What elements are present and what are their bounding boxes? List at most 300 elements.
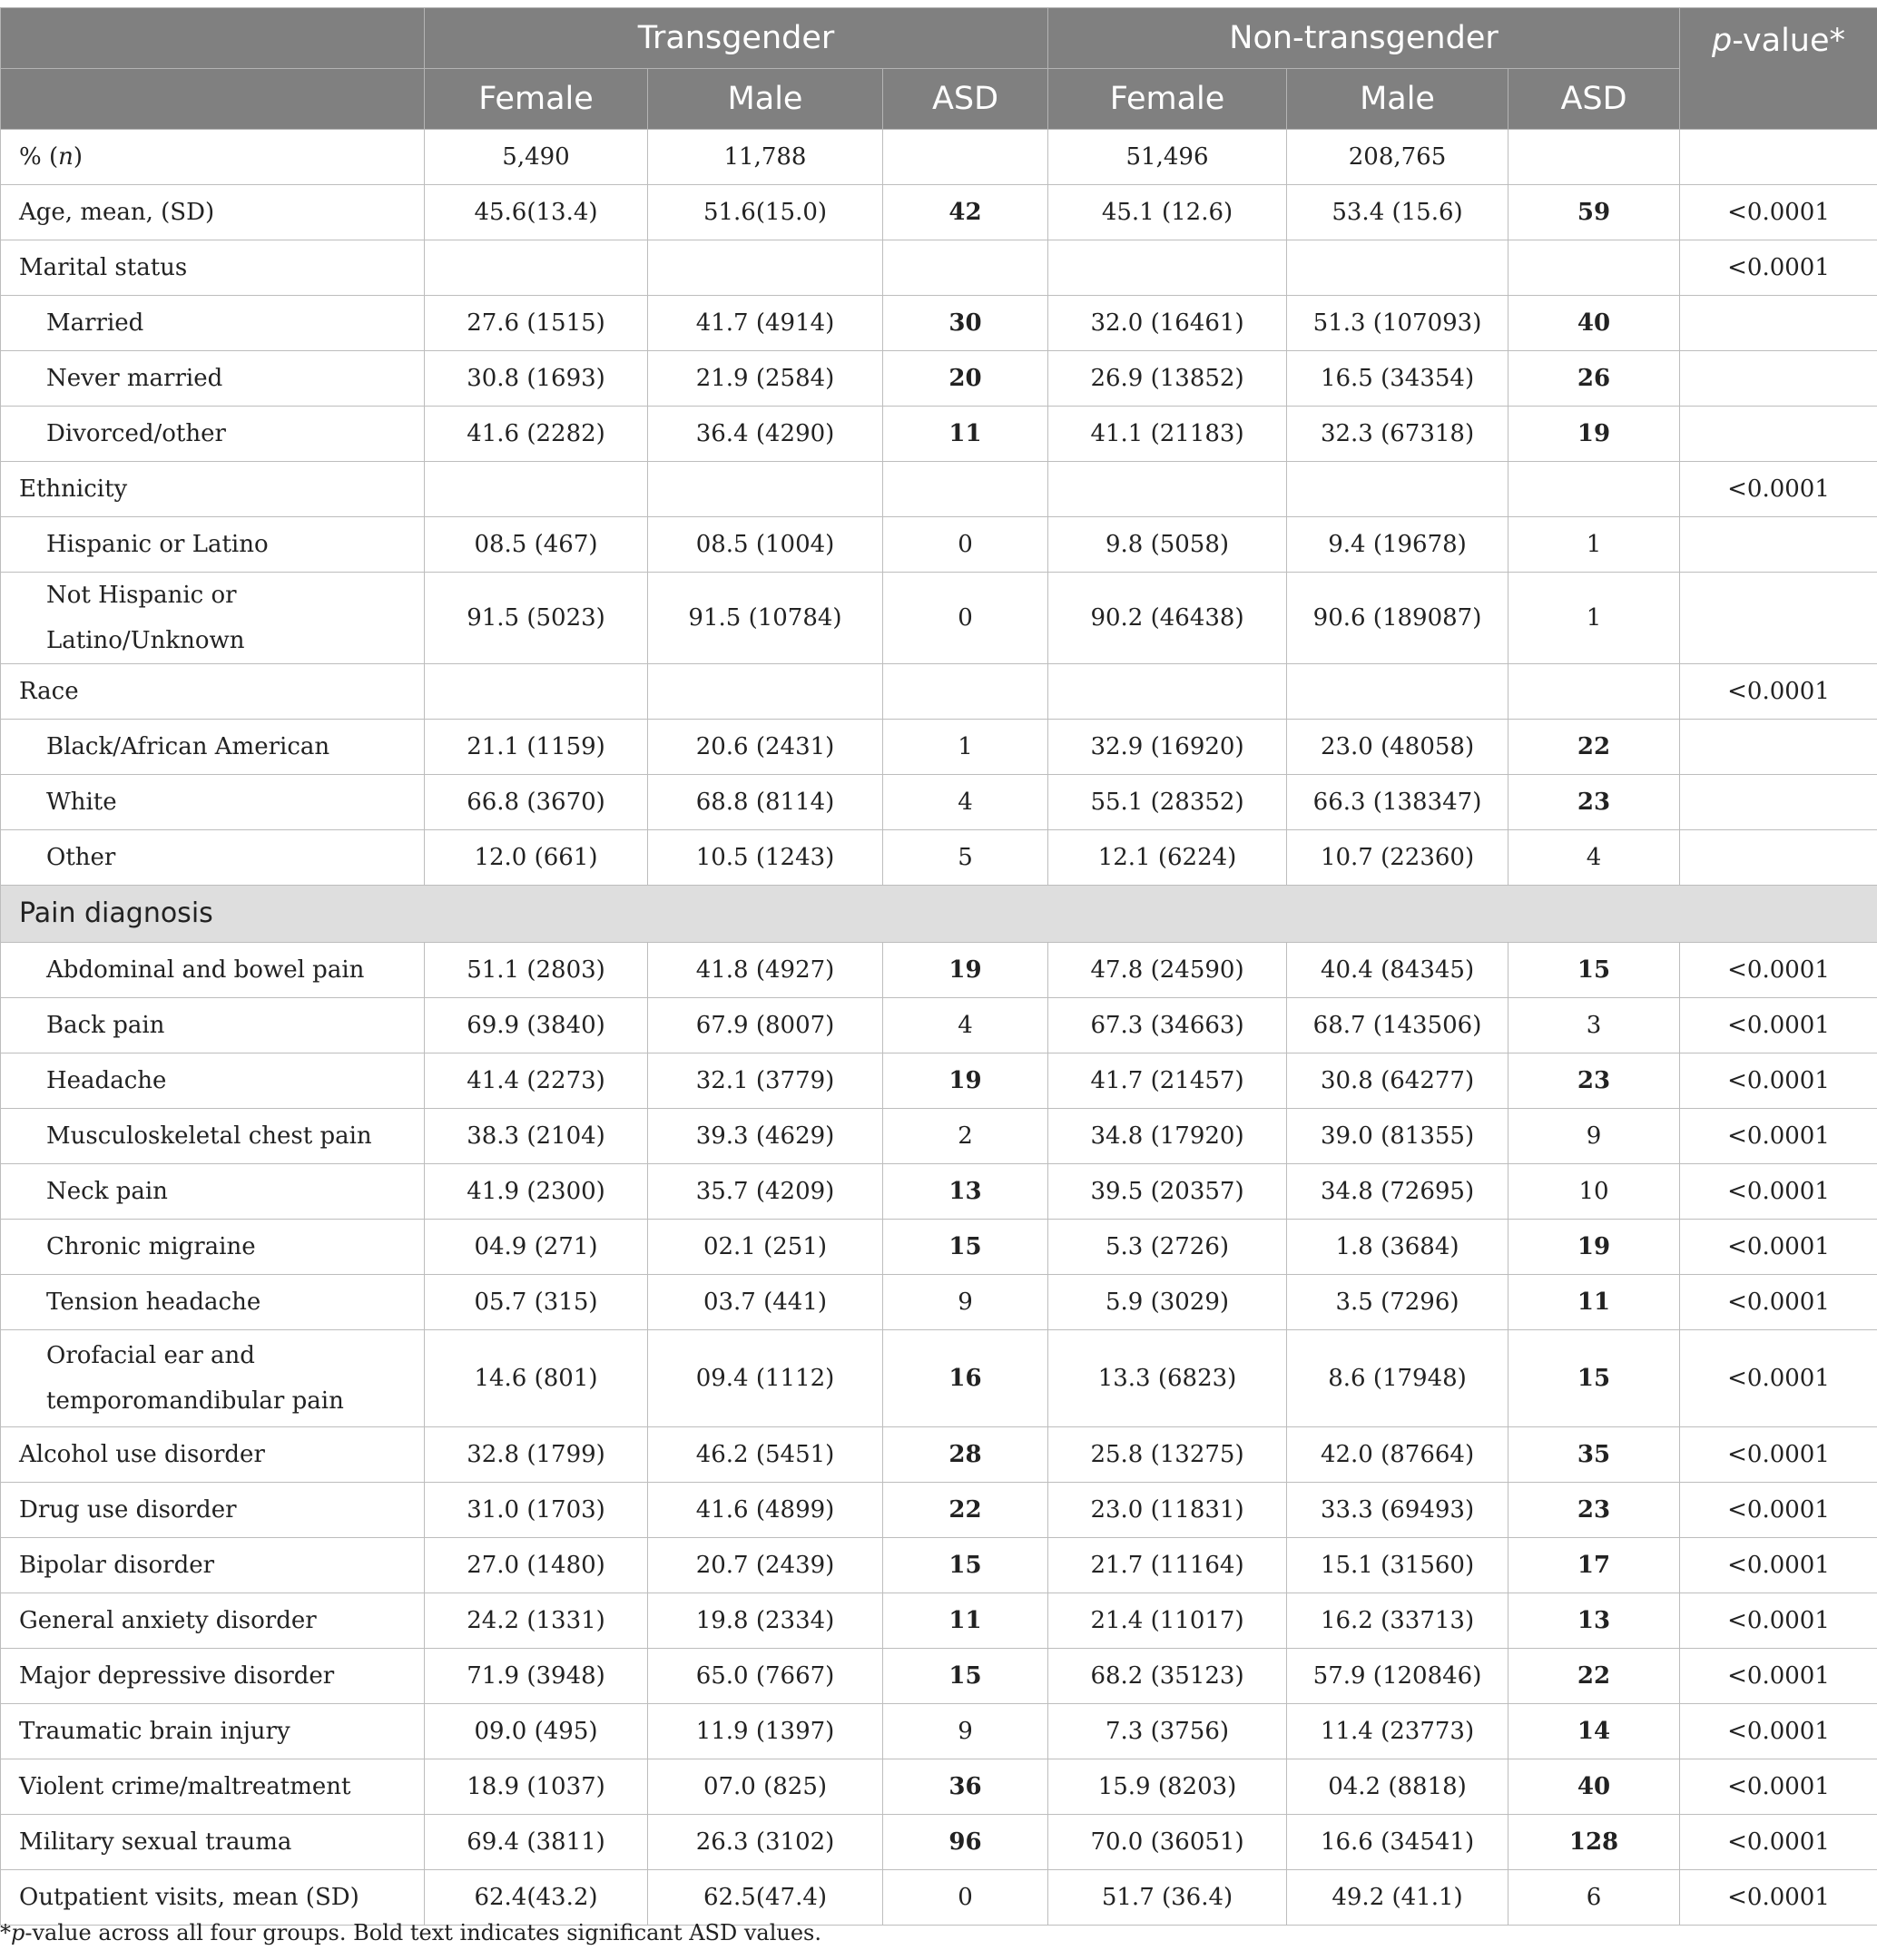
- table-cell: 17: [1508, 1538, 1680, 1593]
- header-blank: [1, 8, 425, 69]
- table-cell: 24.2 (1331): [425, 1593, 648, 1649]
- table-cell: 07.0 (825): [648, 1759, 883, 1815]
- table-cell: 30: [883, 296, 1048, 351]
- table-cell: 90.2 (46438): [1048, 573, 1287, 664]
- row-label: [1, 1427, 425, 1483]
- table-cell: 1: [883, 720, 1048, 775]
- row-label: [1, 1815, 425, 1870]
- table-cell: 9.8 (5058): [1048, 517, 1287, 573]
- table-cell: 4: [883, 998, 1048, 1054]
- table-cell: 66.8 (3670): [425, 775, 648, 830]
- table-cell: 40.4 (84345): [1287, 943, 1508, 998]
- row-label-tail: ): [73, 143, 84, 171]
- table-cell: 67.3 (34663): [1048, 998, 1287, 1054]
- table-cell: 27.0 (1480): [425, 1538, 648, 1593]
- header-p-value: [1680, 8, 1877, 130]
- p-value-cell: <0.0001: [1680, 240, 1877, 296]
- p-value-cell: <0.0001: [1680, 1815, 1877, 1870]
- table-cell: 9: [883, 1704, 1048, 1759]
- table-cell: 13.3 (6823): [1048, 1330, 1287, 1427]
- table-cell: 20.6 (2431): [648, 720, 883, 775]
- table-cell: 23: [1508, 1483, 1680, 1538]
- row-label-text: Black/African American: [46, 733, 330, 760]
- table-cell: 5.3 (2726): [1048, 1220, 1287, 1275]
- row-label: [1, 1275, 425, 1330]
- table-cell: [883, 130, 1048, 185]
- table-row: [1, 1220, 1877, 1275]
- row-label-text: Neck pain: [46, 1178, 168, 1205]
- table-cell: 11: [883, 1593, 1048, 1649]
- table-cell: [1508, 664, 1680, 720]
- row-label-text: Hispanic or Latino: [46, 531, 269, 558]
- table-cell: 15.1 (31560): [1287, 1538, 1508, 1593]
- table-cell: [648, 240, 883, 296]
- table-cell: 47.8 (24590): [1048, 943, 1287, 998]
- row-label-text: Military sexual trauma: [19, 1828, 292, 1856]
- p-value-cell: [1680, 351, 1877, 407]
- row-label: [1, 296, 425, 351]
- footnote-text: -value across all four groups. Bold text indicates significant ASD values.: [25, 1920, 822, 1945]
- row-label: [1, 664, 425, 720]
- table-cell: 65.0 (7667): [648, 1649, 883, 1704]
- p-value-cell: [1680, 296, 1877, 351]
- p-value-cell: [1680, 775, 1877, 830]
- table-cell: 1.8 (3684): [1287, 1220, 1508, 1275]
- table-cell: 38.3 (2104): [425, 1109, 648, 1164]
- p-value-cell: <0.0001: [1680, 1427, 1877, 1483]
- p-value-cell: <0.0001: [1680, 1275, 1877, 1330]
- table-cell: 30.8 (64277): [1287, 1054, 1508, 1109]
- table-cell: 0: [883, 1870, 1048, 1926]
- row-label-text: Major depressive disorder: [19, 1662, 335, 1690]
- row-label-text: Headache: [46, 1067, 167, 1094]
- table-cell: 9.4 (19678): [1287, 517, 1508, 573]
- table-cell: 51.7 (36.4): [1048, 1870, 1287, 1926]
- row-label-text: Bipolar disorder: [19, 1552, 215, 1579]
- p-value-cell: <0.0001: [1680, 1330, 1877, 1427]
- table-cell: 04.2 (8818): [1287, 1759, 1508, 1815]
- row-label: [1, 1330, 425, 1427]
- row-label-text: Drug use disorder: [19, 1496, 237, 1524]
- table-cell: 19: [1508, 1220, 1680, 1275]
- table-cell: 20: [883, 351, 1048, 407]
- table-cell: 51.3 (107093): [1287, 296, 1508, 351]
- table-cell: 41.4 (2273): [425, 1054, 648, 1109]
- header-group-transgender: Transgender: [425, 8, 1048, 69]
- table-cell: 15: [883, 1649, 1048, 1704]
- row-label: [1, 998, 425, 1054]
- table-row: [1, 720, 1877, 775]
- table-cell: [425, 240, 648, 296]
- table-cell: 15: [1508, 943, 1680, 998]
- row-label-italic: n: [58, 143, 74, 171]
- table-cell: 41.6 (4899): [648, 1483, 883, 1538]
- table-cell: 90.6 (189087): [1287, 573, 1508, 664]
- table-cell: 26: [1508, 351, 1680, 407]
- table-cell: 6: [1508, 1870, 1680, 1926]
- p-value-cell: <0.0001: [1680, 1704, 1877, 1759]
- table-cell: 5: [883, 830, 1048, 886]
- p-value-cell: <0.0001: [1680, 1220, 1877, 1275]
- p-value-cell: <0.0001: [1680, 1870, 1877, 1926]
- row-label-text: Other: [46, 844, 116, 871]
- table-cell: 12.1 (6224): [1048, 830, 1287, 886]
- table-cell: 68.8 (8114): [648, 775, 883, 830]
- table-cell: 41.7 (21457): [1048, 1054, 1287, 1109]
- row-label: [1, 1164, 425, 1220]
- row-label: [1, 462, 425, 517]
- table-cell: 3: [1508, 998, 1680, 1054]
- table-cell: [1048, 462, 1287, 517]
- table-cell: 208,765: [1287, 130, 1508, 185]
- table-cell: 40: [1508, 1759, 1680, 1815]
- table-cell: 33.3 (69493): [1287, 1483, 1508, 1538]
- table-cell: 10.7 (22360): [1287, 830, 1508, 886]
- header-sub-label: Female: [425, 69, 648, 130]
- table-cell: 68.7 (143506): [1287, 998, 1508, 1054]
- table-row: [1, 462, 1877, 517]
- row-label-text: Outpatient visits, mean (SD): [19, 1884, 359, 1911]
- table-cell: 23: [1508, 1054, 1680, 1109]
- table-row: [1, 1538, 1877, 1593]
- row-label-text: Married: [46, 309, 144, 337]
- table-cell: 3.5 (7296): [1287, 1275, 1508, 1330]
- section-row: [1, 886, 1877, 943]
- table-cell: 32.9 (16920): [1048, 720, 1287, 775]
- table-cell: [883, 462, 1048, 517]
- table-cell: 2: [883, 1109, 1048, 1164]
- table-cell: 19.8 (2334): [648, 1593, 883, 1649]
- table-cell: 08.5 (467): [425, 517, 648, 573]
- table-cell: 39.0 (81355): [1287, 1109, 1508, 1164]
- table-row: [1, 664, 1877, 720]
- table-cell: 4: [883, 775, 1048, 830]
- p-value-cell: [1680, 830, 1877, 886]
- table-cell: 62.4(43.2): [425, 1870, 648, 1926]
- table-cell: 08.5 (1004): [648, 517, 883, 573]
- header-p-letter: p: [1712, 23, 1733, 59]
- row-label-text: Race: [19, 678, 79, 705]
- table-cell: 11: [883, 407, 1048, 462]
- table-cell: 21.9 (2584): [648, 351, 883, 407]
- table-cell: 27.6 (1515): [425, 296, 648, 351]
- table-cell: 21.4 (11017): [1048, 1593, 1287, 1649]
- table-cell: 12.0 (661): [425, 830, 648, 886]
- table-row: [1, 1330, 1877, 1427]
- table-row: [1, 1054, 1877, 1109]
- row-label-text: Orofacial ear and: [46, 1342, 255, 1369]
- table-cell: 23: [1508, 775, 1680, 830]
- table-cell: 0: [883, 573, 1048, 664]
- table-row: [1, 1870, 1877, 1926]
- table-row: [1, 830, 1877, 886]
- table-cell: 02.1 (251): [648, 1220, 883, 1275]
- table-cell: 42.0 (87664): [1287, 1427, 1508, 1483]
- p-value-cell: <0.0001: [1680, 664, 1877, 720]
- table-cell: [1508, 240, 1680, 296]
- table-cell: 8.6 (17948): [1287, 1330, 1508, 1427]
- table-cell: 96: [883, 1815, 1048, 1870]
- row-label-text: % (: [19, 143, 59, 171]
- table-cell: [425, 462, 648, 517]
- table-cell: 13: [883, 1164, 1048, 1220]
- table-row: [1, 296, 1877, 351]
- table-cell: 26.3 (3102): [648, 1815, 883, 1870]
- table-cell: 32.8 (1799): [425, 1427, 648, 1483]
- table-row: [1, 351, 1877, 407]
- p-value-cell: <0.0001: [1680, 1593, 1877, 1649]
- table-cell: 41.1 (21183): [1048, 407, 1287, 462]
- p-value-cell: <0.0001: [1680, 1109, 1877, 1164]
- table-row: [1, 517, 1877, 573]
- p-value-cell: <0.0001: [1680, 185, 1877, 240]
- table-cell: 36.4 (4290): [648, 407, 883, 462]
- table-cell: 28: [883, 1427, 1048, 1483]
- table-cell: 57.9 (120846): [1287, 1649, 1508, 1704]
- row-label-text: Abdominal and bowel pain: [46, 956, 365, 984]
- table-cell: 42: [883, 185, 1048, 240]
- row-label: [1, 1538, 425, 1593]
- table-row: [1, 1759, 1877, 1815]
- row-label: [1, 1220, 425, 1275]
- table-cell: 9: [883, 1275, 1048, 1330]
- table-cell: 39.5 (20357): [1048, 1164, 1287, 1220]
- table-cell: 15.9 (8203): [1048, 1759, 1287, 1815]
- table-cell: [883, 664, 1048, 720]
- table-cell: 71.9 (3948): [425, 1649, 648, 1704]
- p-value-cell: <0.0001: [1680, 1649, 1877, 1704]
- table-cell: [648, 462, 883, 517]
- row-label: [1, 240, 425, 296]
- table-cell: 32.1 (3779): [648, 1054, 883, 1109]
- table-cell: 09.4 (1112): [648, 1330, 883, 1427]
- table-cell: 5,490: [425, 130, 648, 185]
- row-label: [1, 1704, 425, 1759]
- row-label: [1, 351, 425, 407]
- p-value-cell: [1680, 720, 1877, 775]
- table-cell: 11,788: [648, 130, 883, 185]
- table-cell: 19: [883, 943, 1048, 998]
- row-label: [1, 1054, 425, 1109]
- table-cell: 1: [1508, 573, 1680, 664]
- p-value-cell: <0.0001: [1680, 1538, 1877, 1593]
- row-label: [1, 573, 425, 664]
- table-cell: 39.3 (4629): [648, 1109, 883, 1164]
- table-cell: 0: [883, 517, 1048, 573]
- table-cell: 45.1 (12.6): [1048, 185, 1287, 240]
- table-cell: 41.9 (2300): [425, 1164, 648, 1220]
- table-cell: 69.9 (3840): [425, 998, 648, 1054]
- row-label-text: Tension headache: [46, 1289, 261, 1316]
- table-cell: 36: [883, 1759, 1048, 1815]
- table-cell: 23.0 (11831): [1048, 1483, 1287, 1538]
- table-cell: 1: [1508, 517, 1680, 573]
- table-cell: 18.9 (1037): [425, 1759, 648, 1815]
- table-cell: 21.7 (11164): [1048, 1538, 1287, 1593]
- table-cell: 45.6(13.4): [425, 185, 648, 240]
- table-cell: 15: [883, 1538, 1048, 1593]
- table-cell: 32.0 (16461): [1048, 296, 1287, 351]
- table-cell: 49.2 (41.1): [1287, 1870, 1508, 1926]
- row-label-text: Musculoskeletal chest pain: [46, 1122, 372, 1150]
- table-row: [1, 1164, 1877, 1220]
- table-body: [1, 130, 1877, 1926]
- header-group-non-transgender: Non-transgender: [1048, 8, 1680, 69]
- table-cell: 4: [1508, 830, 1680, 886]
- table-cell: 30.8 (1693): [425, 351, 648, 407]
- footnote-p: p: [11, 1920, 25, 1945]
- table-cell: [1287, 462, 1508, 517]
- table-cell: [1048, 240, 1287, 296]
- row-label-text-line2: temporomandibular pain: [46, 1387, 344, 1415]
- row-label-text: Chronic migraine: [46, 1233, 256, 1260]
- row-label: [1, 720, 425, 775]
- row-label: [1, 1870, 425, 1926]
- table-cell: 20.7 (2439): [648, 1538, 883, 1593]
- table-cell: 9: [1508, 1109, 1680, 1164]
- row-label-text: Not Hispanic or Latino/Unknown: [46, 582, 245, 654]
- table-cell: 35: [1508, 1427, 1680, 1483]
- table-cell: 05.7 (315): [425, 1275, 648, 1330]
- row-label-text: Alcohol use disorder: [19, 1441, 265, 1468]
- table-cell: [1508, 462, 1680, 517]
- table-cell: 10.5 (1243): [648, 830, 883, 886]
- row-label-text: General anxiety disorder: [19, 1607, 317, 1634]
- table-cell: 31.0 (1703): [425, 1483, 648, 1538]
- table-cell: [425, 664, 648, 720]
- table-row: [1, 185, 1877, 240]
- table-cell: 66.3 (138347): [1287, 775, 1508, 830]
- table-row: [1, 775, 1877, 830]
- table-cell: 41.6 (2282): [425, 407, 648, 462]
- p-value-cell: [1680, 407, 1877, 462]
- header-blank-2: [1, 69, 425, 130]
- row-label-text: Divorced/other: [46, 420, 226, 447]
- table-cell: 62.5(47.4): [648, 1870, 883, 1926]
- p-value-cell: <0.0001: [1680, 1759, 1877, 1815]
- table-row: [1, 130, 1877, 185]
- table-cell: 16: [883, 1330, 1048, 1427]
- row-label: [1, 407, 425, 462]
- p-value-cell: <0.0001: [1680, 1054, 1877, 1109]
- table-cell: 14.6 (801): [425, 1330, 648, 1427]
- section-title: Pain diagnosis: [1, 886, 1877, 943]
- table-cell: 19: [883, 1054, 1048, 1109]
- p-value-cell: [1680, 517, 1877, 573]
- row-label-text: Age, mean, (SD): [19, 199, 215, 226]
- table-cell: [883, 240, 1048, 296]
- header-p-rest: -value*: [1732, 23, 1846, 59]
- p-value-cell: [1680, 130, 1877, 185]
- table-cell: 25.8 (13275): [1048, 1427, 1287, 1483]
- p-value-cell: <0.0001: [1680, 998, 1877, 1054]
- table-cell: 7.3 (3756): [1048, 1704, 1287, 1759]
- table-row: [1, 1275, 1877, 1330]
- table-cell: 35.7 (4209): [648, 1164, 883, 1220]
- table-row: [1, 1593, 1877, 1649]
- table-row: [1, 998, 1877, 1054]
- table-header: [1, 8, 1877, 130]
- p-value-cell: <0.0001: [1680, 1483, 1877, 1538]
- table-cell: 34.8 (17920): [1048, 1109, 1287, 1164]
- table-cell: 41.7 (4914): [648, 296, 883, 351]
- row-label: [1, 1593, 425, 1649]
- header-sub-label: ASD: [883, 69, 1048, 130]
- row-label-text: White: [46, 789, 117, 816]
- row-label: [1, 1483, 425, 1538]
- table-cell: 04.9 (271): [425, 1220, 648, 1275]
- table-cell: 5.9 (3029): [1048, 1275, 1287, 1330]
- row-label: [1, 185, 425, 240]
- table-cell: 51,496: [1048, 130, 1287, 185]
- footnote: [0, 1920, 821, 1945]
- table-cell: 22: [1508, 1649, 1680, 1704]
- table-cell: 11.9 (1397): [648, 1704, 883, 1759]
- row-label: [1, 1759, 425, 1815]
- table-cell: 40: [1508, 296, 1680, 351]
- row-label-text: Ethnicity: [19, 475, 128, 503]
- row-label: [1, 830, 425, 886]
- p-value-cell: [1680, 573, 1877, 664]
- table-cell: 128: [1508, 1815, 1680, 1870]
- table-cell: 32.3 (67318): [1287, 407, 1508, 462]
- table-cell: 19: [1508, 407, 1680, 462]
- table-cell: 59: [1508, 185, 1680, 240]
- table-row: [1, 407, 1877, 462]
- table-cell: [1508, 130, 1680, 185]
- header-sub-label: ASD: [1508, 69, 1680, 130]
- row-label: [1, 130, 425, 185]
- row-label-text: Traumatic brain injury: [19, 1718, 290, 1745]
- table-row: [1, 573, 1877, 664]
- header-sub-label: Male: [1287, 69, 1508, 130]
- table-cell: 21.1 (1159): [425, 720, 648, 775]
- table-row: [1, 1427, 1877, 1483]
- footnote-star: *: [0, 1920, 11, 1945]
- header-sub-label: Female: [1048, 69, 1287, 130]
- table-cell: 11.4 (23773): [1287, 1704, 1508, 1759]
- table-cell: 15: [1508, 1330, 1680, 1427]
- table-cell: 09.0 (495): [425, 1704, 648, 1759]
- table-row: [1, 1109, 1877, 1164]
- p-value-cell: <0.0001: [1680, 462, 1877, 517]
- row-label: [1, 517, 425, 573]
- data-table: [0, 7, 1877, 1926]
- table-cell: 10: [1508, 1164, 1680, 1220]
- table-cell: 34.8 (72695): [1287, 1164, 1508, 1220]
- table-cell: 11: [1508, 1275, 1680, 1330]
- table-row: [1, 1483, 1877, 1538]
- table-cell: 14: [1508, 1704, 1680, 1759]
- table-cell: 03.7 (441): [648, 1275, 883, 1330]
- table-row: [1, 1649, 1877, 1704]
- table-cell: 55.1 (28352): [1048, 775, 1287, 830]
- header-sub-label: Male: [648, 69, 883, 130]
- table-cell: 46.2 (5451): [648, 1427, 883, 1483]
- table-row: [1, 240, 1877, 296]
- row-label-text: Violent crime/maltreatment: [19, 1773, 351, 1800]
- table-cell: [1287, 664, 1508, 720]
- table-cell: [1287, 240, 1508, 296]
- row-label-text: Back pain: [46, 1012, 165, 1039]
- table-cell: 22: [883, 1483, 1048, 1538]
- table-cell: 16.5 (34354): [1287, 351, 1508, 407]
- table-cell: 68.2 (35123): [1048, 1649, 1287, 1704]
- table-cell: 15: [883, 1220, 1048, 1275]
- table-cell: 69.4 (3811): [425, 1815, 648, 1870]
- row-label: [1, 775, 425, 830]
- row-label: [1, 943, 425, 998]
